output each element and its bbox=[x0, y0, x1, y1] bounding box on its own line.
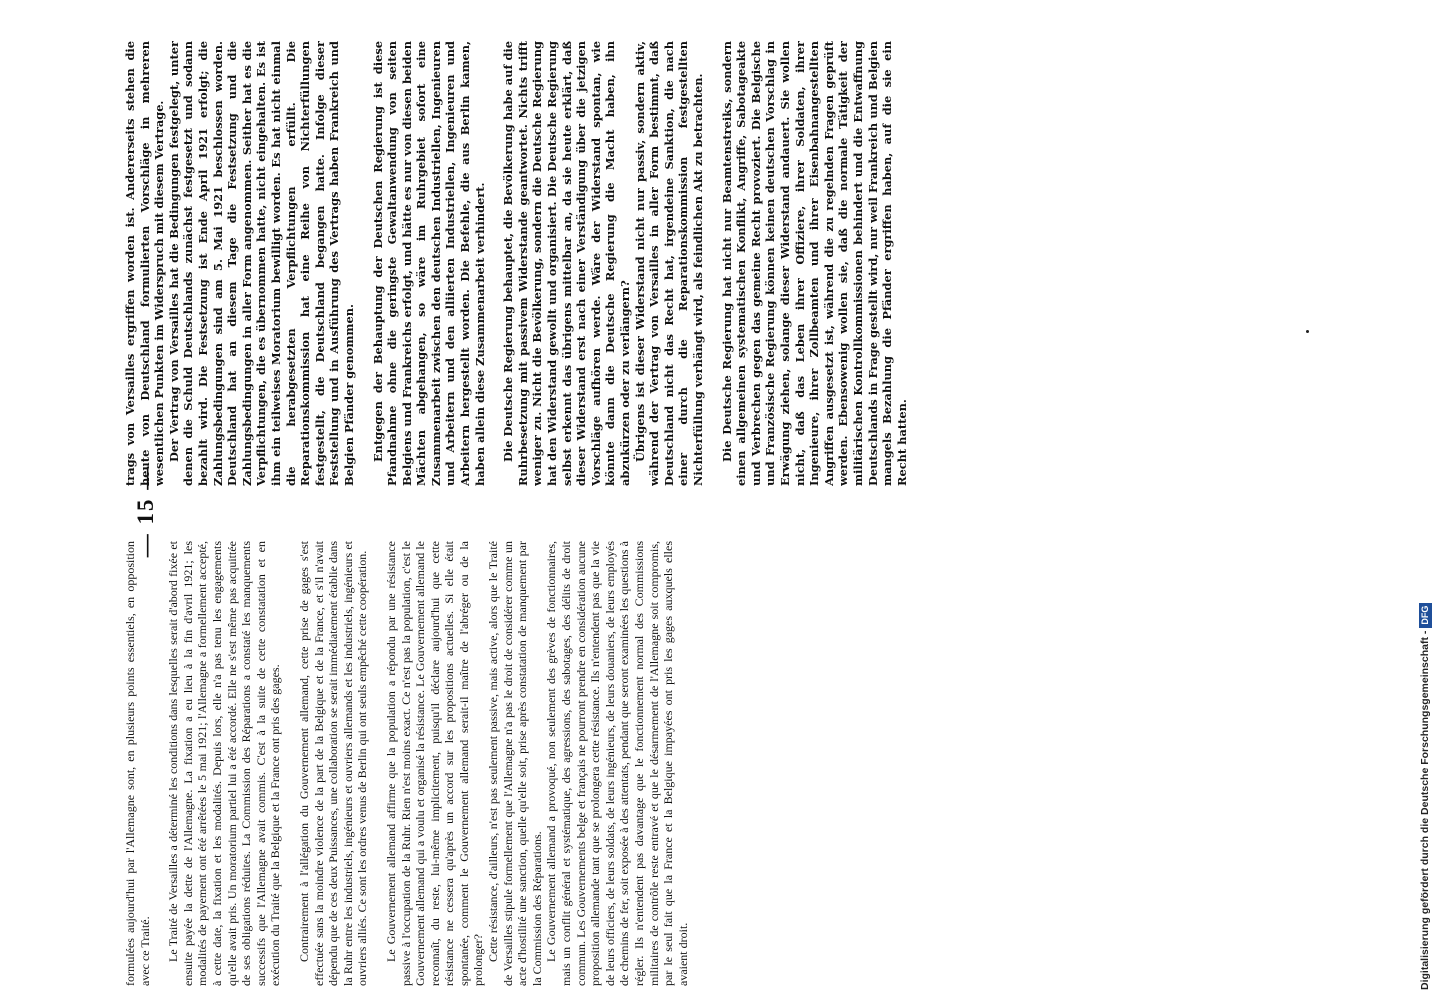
french-column bbox=[123, 541, 1303, 986]
german-paragraph: Die Deutsche Regierung behauptet, die Bevölkerung habe auf die Ruhrbesetzung mit passivem Widerstande geantwortet. Nichts trifft weniger zu. Nicht die Bevölkerung, sondern die Deutsche Regierung hat den Widerstand gewollt und organisiert. Die Deutsche Regierung selbst erkennt das übrigens mittelbar an, da sie heute erklärt, daß dieser Widerstand erst nach einer Verständigung über die jetzigen Vorschläge aufhören werde. Wäre der Widerstand spontan, wie könnte dann die Deutsche Regierung die Macht haben, ihn abzukürzen oder zu verlängern? bbox=[501, 41, 632, 486]
german-paragraph: Der Vertrag von Versailles hat die Bedingungen festgelegt, unter denen die Schuld Deutschlands zunächst festgesetzt und sodann bezahlt wird. Die Festsetzung ist Ende April 1921 erfolgt; die Zahlungsbedingungen sind am 5. Mai 1921 beschlossen worden. Deutschland hat an diesem Tage die Festsetzung und die Zahlungsbedingungen in aller Form angenommen. Seither hat es die Verpflichtungen, die es übernommen hatte, nicht eingehalten. Es ist ihm ein teilweises Moratorium bewilligt worden. Es hat nicht einmal die herabgesetzten Verpflichtungen erfüllt. Die Reparationskommission hat eine Reihe von Nichterfüllungen festgestellt, die Deutschland begangen hatte. Infolge dieser Feststellung und in Ausführung des Vertrags haben Frankreich und Belgien Pfänder genommen. bbox=[166, 41, 356, 486]
rotated-page bbox=[123, 36, 1303, 986]
german-paragraph: Die Deutsche Regierung hat nicht nur Beamtenstreiks, sondern einen allgemeinen systematischen Konflikt, Angriffe, Sabotageakte und Verbrechen gegen das gemeine Recht provoziert. Die Belgische und Französische Regierung können keinen deutschen Vorschlag in Erwägung ziehen, solange dieser Widerstand andauert. Sie wollen nicht, daß das Leben ihrer Offiziere, ihrer Soldaten, ihrer Ingenieure, ihrer Zollbeamten und ihrer Eisenbahnangestellten Angriffen ausgesetzt ist, während die zu regelnden Fragen geprüft werden. Ebensowenig wollen sie, daß die normale Tätigkeit der militärischen Kontrollkommissionen behindert und die Entwaffnung Deutschlands in Frage gestellt wird, nur weil Frankreich und Belgien mangels Bezahlung die Pfänder ergriffen haben, auf die sie ein Recht hatten. bbox=[719, 41, 909, 486]
ink-speck bbox=[1306, 330, 1309, 333]
french-paragraph: Le Gouvernement allemand a provoqué, non seulement des grèves de fonctionnaires, mais un conflit général et systématique, des agressions, des sabotages, des délits de droit commun. Les Gouvernements belge et français ne pourront prendre en considération aucune proposition allemande tant que se prolongera cette résistance. Ils n'entendent pas que la vie de leurs officiers, de leurs soldats, de leurs ingénieurs, de leurs douaniers, de leurs employés de chemins de fer, soit exposée à des attentats, pendant que seront examinées les questions à régler. Ils n'entendent pas davantage que le fonctionnement normal des Commissions militaires de contrôle reste entravé et que le désarmement de l'Allemagne soit compromis, par le seul fait que la France et la Belgique impayées ont pris les gages auxquels elles avaient droit. bbox=[544, 541, 690, 986]
german-paragraph: trags von Versailles ergriffen worden ist. Andererseits stehen die heute von Deutschland formulierten Vorschläge in mehreren wesentlichen Punkten im Widerspruch mit diesem Vertrage. bbox=[123, 41, 167, 486]
french-paragraph: formulées aujourd'hui par l'Allemagne sont, en plusieurs points essentiels, en opposition avec ce Traité. bbox=[123, 541, 152, 986]
french-paragraph: Cette résistance, d'ailleurs, n'est pas seulement passive, mais active, alors que le Traité de Versailles stipule formellement que l'Allemagne n'a pas le droit de considérer comme un acte d'hostilité une sanction, quelle qu'elle soit, prise après constatation de manquement par la Commission des Réparations. bbox=[486, 541, 544, 986]
french-paragraph: Contrairement à l'allégation du Gouvernement allemand, cette prise de gages s'est effectuée sans la moindre violence de la part de la Belgique et de la France, et s'il n'avait dépendu que de ces deux Puissances, une collaboration se serait immédiatement établie dans la Ruhr entre les industriels, ingénieurs et ouvriers allemands et les industriels, ingénieurs et ouvriers alliés. Ce sont les ordres venus de Berlin qui ont seuls empêché cette coopération. bbox=[296, 541, 370, 986]
french-paragraph: Le Gouvernement allemand affirme que la population a répondu par une résistance passive à l'occupation de la Ruhr. Rien n'est moins exact. Ce n'est pas la population, c'est le Gouvernement allemand qui a voulu et organisé la résistance. Le Gouvernement allemand le reconnaît, du reste, lui-même implicitement, puisqu'il déclare aujourd'hui que cette résistance ne cessera qu'après un accord sur les propositions actuelles. Si elle était spontanée, comment le Gouvernement allemand serait-il maître de l'abréger ou de la prolonger? bbox=[383, 541, 486, 986]
german-paragraph: Übrigens ist dieser Widerstand nicht nur passiv, sondern aktiv, während der Vertrag von Versailles in aller Form bestimmt, daß Deutschland nicht das Recht hat, irgendeine Sanktion, die nach einer durch die Reparationskommission festgestellten Nichterfüllung verhängt wird, als feindlichen Akt zu betrachten. bbox=[632, 41, 705, 486]
german-column bbox=[123, 41, 1303, 486]
credit-text: Digitalisierung gefördert durch die Deutsche Forschungsgemeinschaft - bbox=[1419, 630, 1431, 990]
page-number: — 15 — bbox=[133, 464, 158, 558]
german-paragraph: Entgegen der Behauptung der Deutschen Regierung ist diese Pfandnahme ohne die geringste Gewaltanwendung von seiten Belgiens und Frankreichs erfolgt, und hätte es nur von diesen beiden Mächten abgehangen, so wäre im Ruhrgebiet sofort eine Zusammenarbeit zwischen den deutschen Industriellen, Ingenieuren und Arbeitern und den alliierten Industriellen, Ingenieuren und Arbeitern hergestellt worden. Die Befehle, die aus Berlin kamen, haben allein diese Zusammenarbeit verhindert. bbox=[370, 41, 487, 486]
french-paragraph: Le Traité de Versailles a déterminé les conditions dans lesquelles serait d'abord fixée et ensuite payée la dette de l'Allemagne. La fixation a eu lieu à la fin d'avril 1921; les modalités de payement ont été arrêtées le 5 mai 1921; l'Allemagne a formellement accepté, à cette date, la fixation et les modalités. Depuis lors, elle n'a pas tenu les engagements qu'elle avait pris. Un moratorium partiel lui a été accordé. Elle ne s'est même pas acquittée de ses obligations réduites. La Commission des Réparations a constaté les manquements successifs que l'Allemagne avait commis. C'est à la suite de cette constatation et en exécution du Traité que la Belgique et la France ont pris des gages. bbox=[166, 541, 283, 986]
dfg-logo: DFG bbox=[1419, 603, 1432, 628]
digitization-credit bbox=[1417, 0, 1433, 990]
